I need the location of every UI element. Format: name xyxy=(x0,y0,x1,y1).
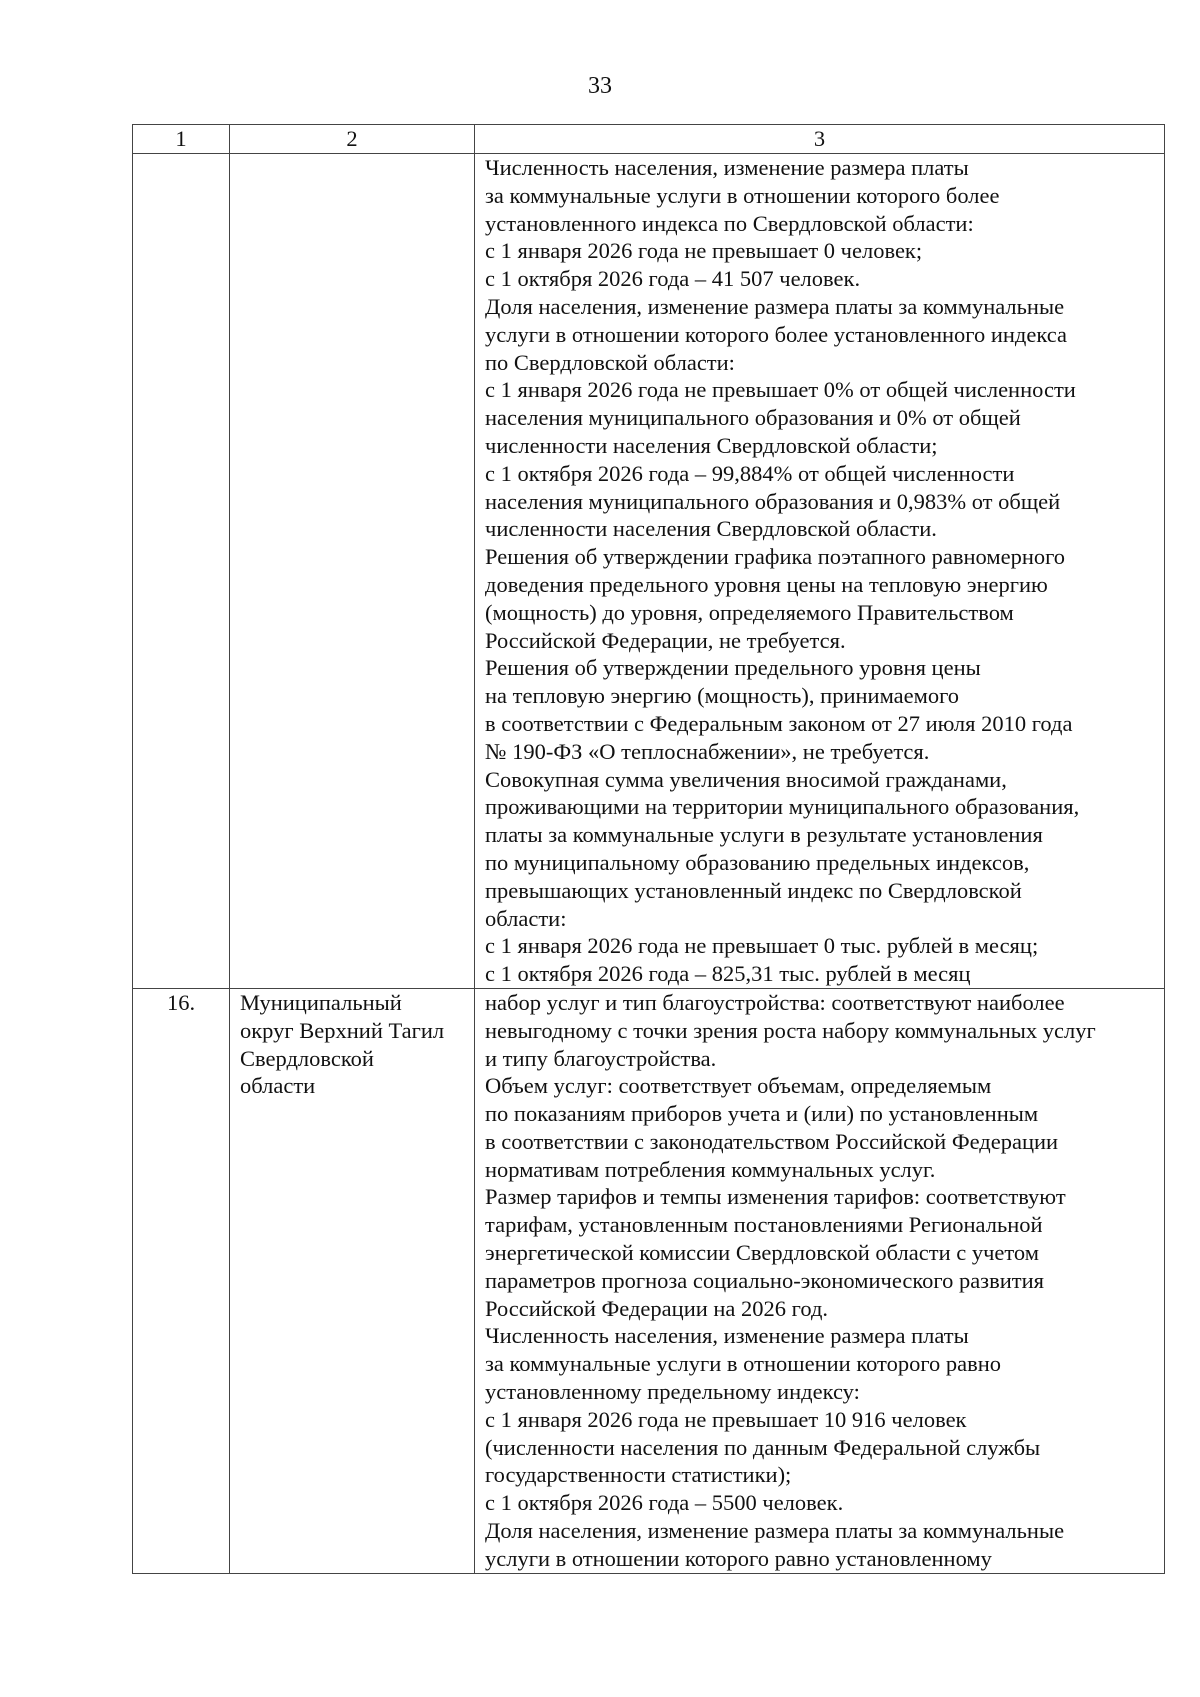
text-line: по Свердловской области: xyxy=(485,349,735,375)
column-header-3: 3 xyxy=(475,125,1165,154)
text-line: Численность населения, изменение размера платы xyxy=(485,1323,969,1349)
row-number-cell xyxy=(133,154,230,989)
description-cell xyxy=(475,154,1165,989)
text-line: области: xyxy=(485,905,567,931)
row-number-cell: 16. xyxy=(133,988,230,1573)
text-line: невыгодному с точки зрения роста набору коммунальных услуг xyxy=(485,1017,1096,1043)
text-line: Решения об утверждении предельного уровня цены xyxy=(485,655,981,681)
text-line: и типу благоустройства. xyxy=(485,1045,717,1071)
text-line: Решения об утверждении графика поэтапного равномерного xyxy=(485,544,1066,570)
name-line: области xyxy=(240,1073,316,1099)
text-line: энергетической комиссии Свердловской области с учетом xyxy=(485,1240,1039,1266)
text-line: Российской Федерации на 2026 год. xyxy=(485,1295,829,1321)
text-line: по показаниям приборов учета и (или) по установленным xyxy=(485,1101,1039,1127)
text-line: (численности населения по данным Федеральной службы xyxy=(485,1434,1041,1460)
text-line: по муниципальному образованию предельных индексов, xyxy=(485,849,1030,875)
text-line: тарифам, установленным постановлениями Региональной xyxy=(485,1212,1043,1238)
text-line: Объем услуг: соответствует объемам, определяемым xyxy=(485,1073,992,1099)
text-line: Российской Федерации, не требуется. xyxy=(485,627,846,653)
municipality-name-cell xyxy=(230,154,475,989)
text-line: населения муниципального образования и 0% от общей xyxy=(485,405,1021,431)
text-line: нормативам потребления коммунальных услуг. xyxy=(485,1156,936,1182)
text-line: с 1 октября 2026 года – 5500 человек. xyxy=(485,1490,844,1516)
table-row xyxy=(133,154,1165,989)
text-line: № 190-ФЗ «О теплоснабжении», не требуется. xyxy=(485,738,930,764)
text-line: в соответствии с законодательством Российской Федерации xyxy=(485,1128,1059,1154)
name-line: Свердловской xyxy=(240,1045,374,1071)
name-line: Муниципальный xyxy=(240,989,402,1015)
text-line: услуги в отношении которого более установленного индекса xyxy=(485,321,1067,347)
text-line: с 1 января 2026 года не превышает 0 тыс. рублей в месяц; xyxy=(485,933,1039,959)
text-line: установленному предельному индексу: xyxy=(485,1379,860,1405)
text-line: доведения предельного уровня цены на тепловую энергию xyxy=(485,571,1048,597)
table-header-row xyxy=(133,125,1165,154)
text-line: на тепловую энергию (мощность), принимаемого xyxy=(485,683,960,709)
document-table xyxy=(132,124,1165,1574)
text-line: за коммунальные услуги в отношении которого равно xyxy=(485,1351,1002,1377)
text-line: численности населения Свердловской области; xyxy=(485,432,938,458)
text-line: услуги в отношении которого равно установленному xyxy=(485,1545,992,1571)
text-line: населения муниципального образования и 0,983% от общей xyxy=(485,488,1061,514)
text-line: за коммунальные услуги в отношении которого более xyxy=(485,182,1000,208)
column-header-2: 2 xyxy=(230,125,475,154)
text-line: с 1 октября 2026 года – 825,31 тыс. рублей в месяц xyxy=(485,961,971,987)
text-line: превышающих установленный индекс по Свердловской xyxy=(485,877,1022,903)
column-header-1: 1 xyxy=(133,125,230,154)
table-row xyxy=(133,988,1165,1573)
description-cell xyxy=(475,988,1165,1573)
text-line: с 1 января 2026 года не превышает 10 916 человек xyxy=(485,1406,967,1432)
text-line: в соответствии с Федеральным законом от 27 июля 2010 года xyxy=(485,710,1073,736)
text-line: численности населения Свердловской области. xyxy=(485,516,937,542)
text-line: Численность населения, изменение размера платы xyxy=(485,155,969,180)
text-line: установленного индекса по Свердловской области: xyxy=(485,210,974,236)
text-line: Размер тарифов и темпы изменения тарифов: соответствуют xyxy=(485,1184,1066,1210)
text-line: с 1 октября 2026 года – 41 507 человек. xyxy=(485,266,861,292)
text-line: с 1 января 2026 года не превышает 0% от общей численности xyxy=(485,377,1076,403)
text-line: проживающими на территории муниципального образования, xyxy=(485,794,1080,820)
text-line: Доля населения, изменение размера платы за коммунальные xyxy=(485,293,1065,319)
text-line: государственности статистики); xyxy=(485,1462,792,1488)
text-line: с 1 января 2026 года не превышает 0 человек; xyxy=(485,238,923,264)
page-number: 33 xyxy=(588,73,612,99)
name-line: округ Верхний Тагил xyxy=(240,1017,445,1043)
text-line: (мощность) до уровня, определяемого Правительством xyxy=(485,599,1014,625)
text-line: набор услуг и тип благоустройства: соответствуют наиболее xyxy=(485,989,1065,1015)
text-line: Доля населения, изменение размера платы за коммунальные xyxy=(485,1518,1065,1544)
text-line: платы за коммунальные услуги в результате установления xyxy=(485,822,1043,848)
text-line: параметров прогноза социально-экономического развития xyxy=(485,1267,1044,1293)
municipality-name-cell xyxy=(230,988,475,1573)
text-line: Совокупная сумма увеличения вносимой гражданами, xyxy=(485,766,1007,792)
text-line: с 1 октября 2026 года – 99,884% от общей численности xyxy=(485,460,1015,486)
